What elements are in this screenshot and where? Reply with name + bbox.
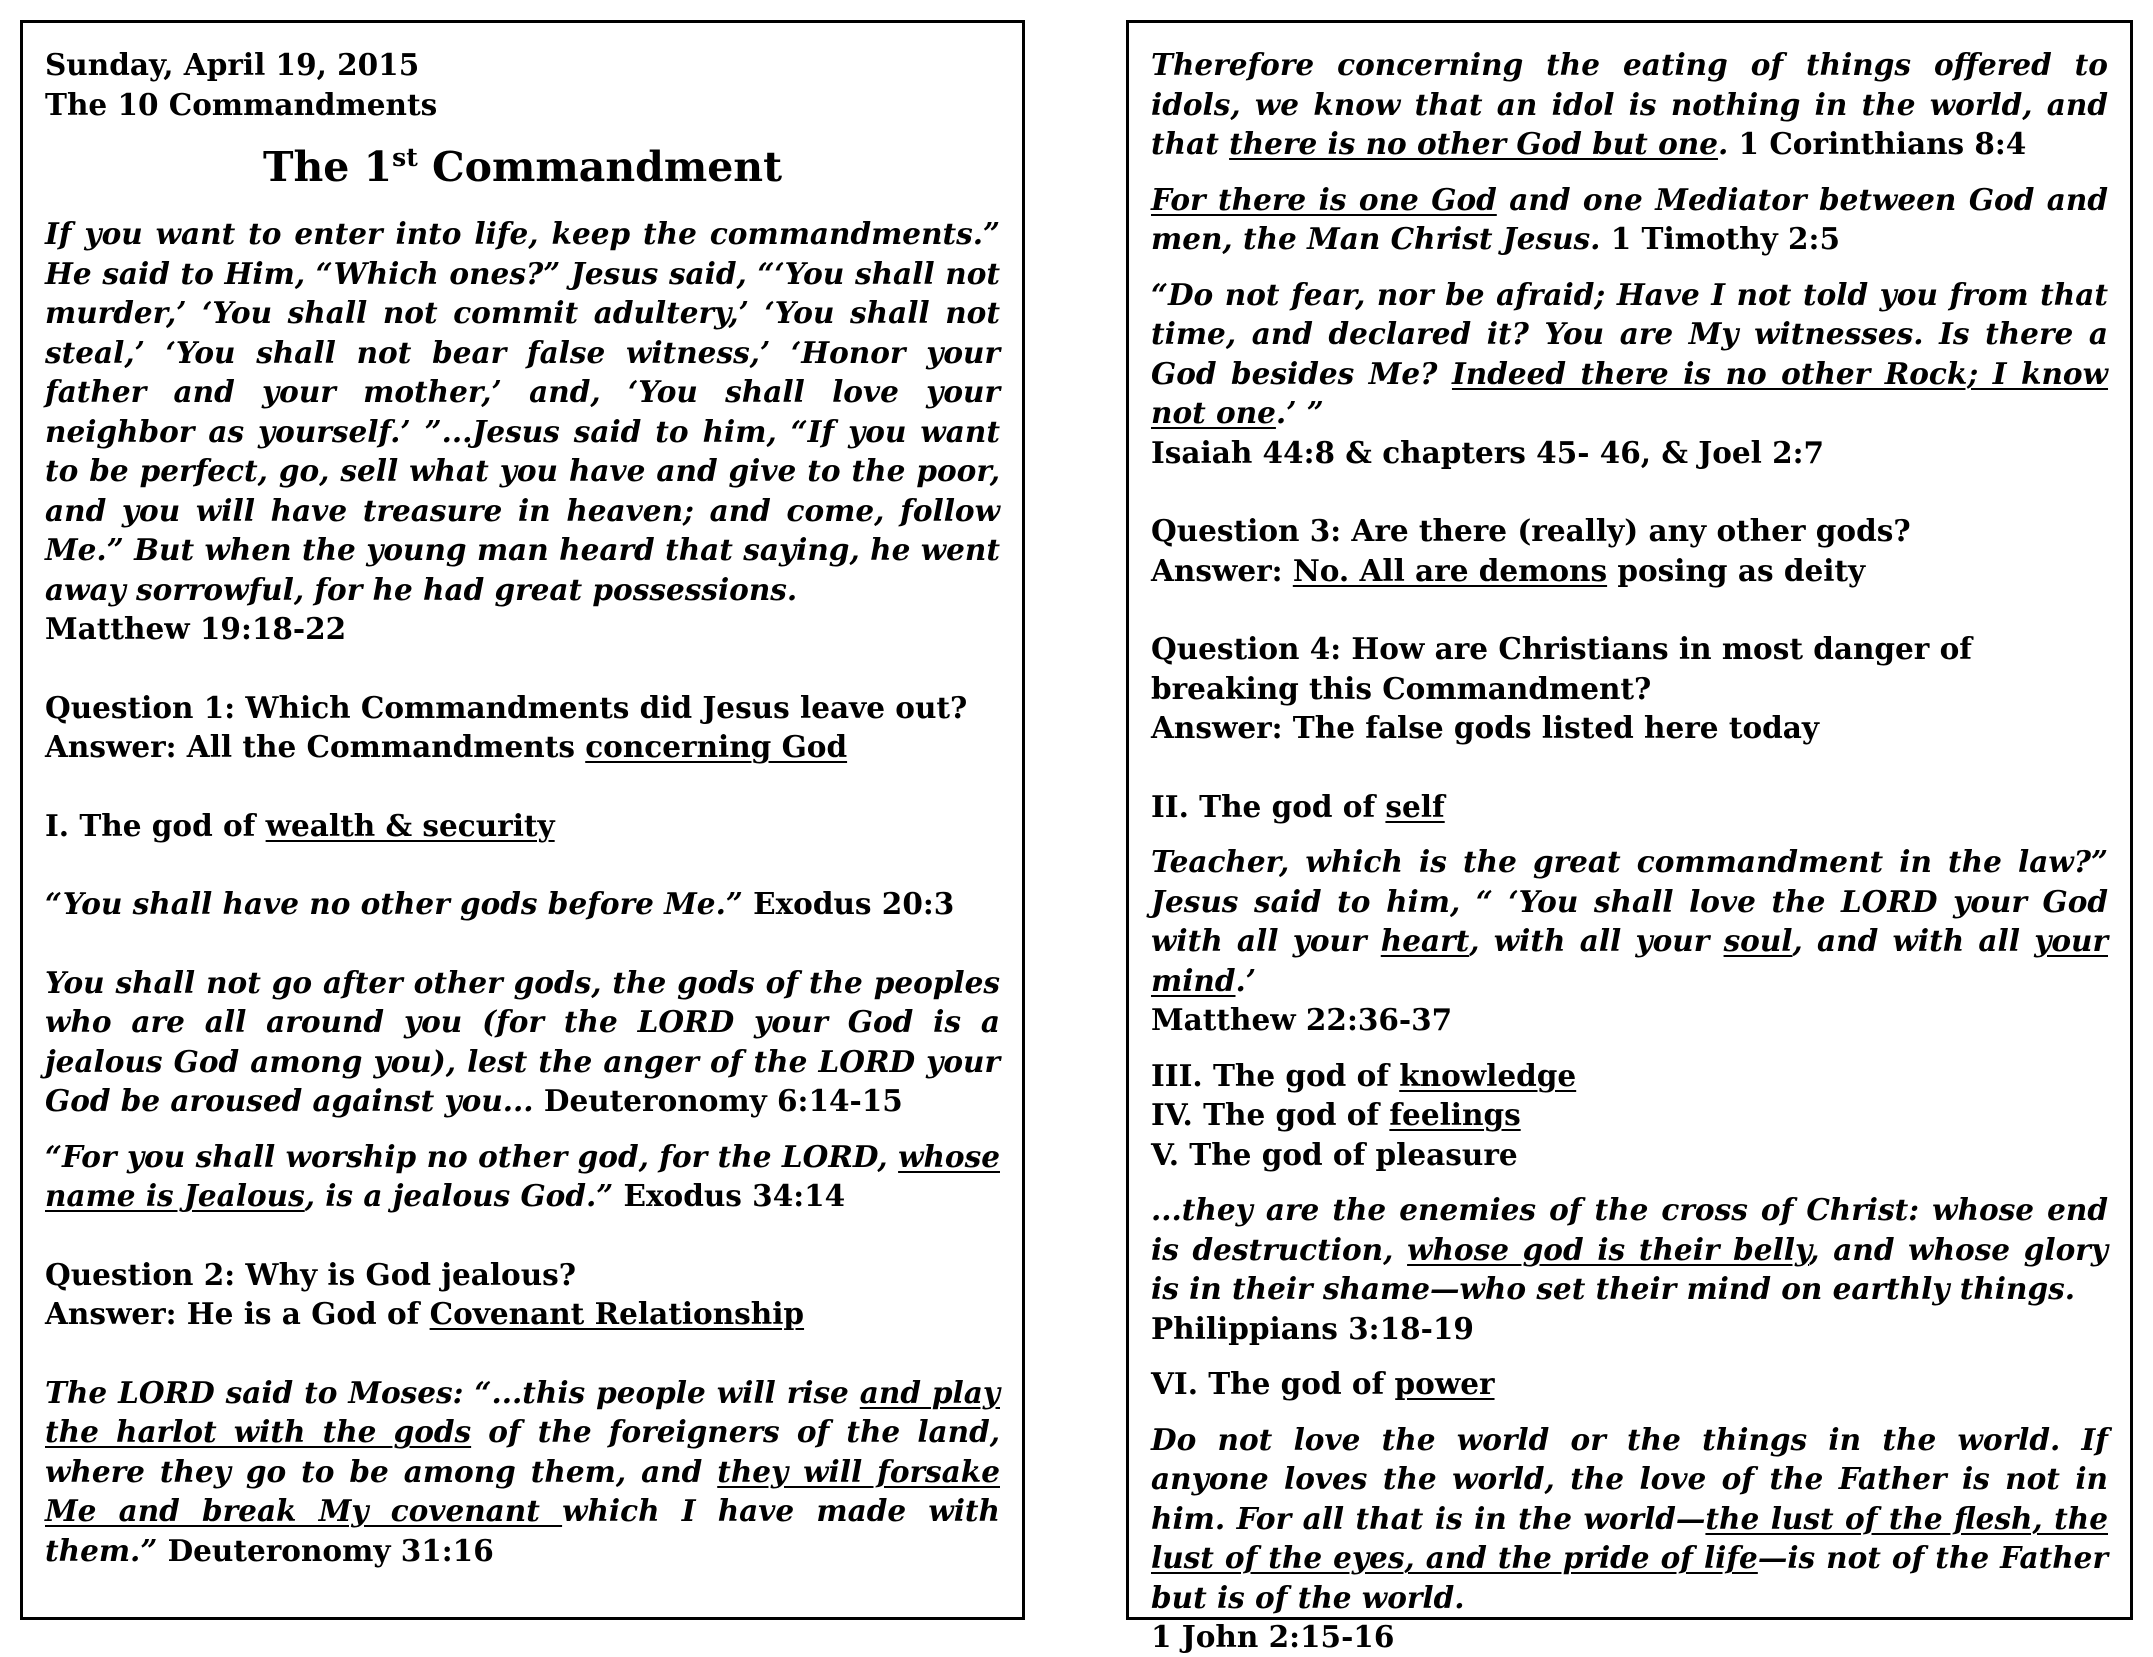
right-page — [1126, 20, 2133, 1654]
heading-god-of-self: II. The god of self — [1151, 788, 1445, 824]
verse-text: If you want to enter into life, keep the commandments.” He said to Him, “Which ones?” Jesus said, “‘You shall not murder,’ ‘You shall not commit adultery,’ ‘You shall not steal,’ ‘You shall not bear false witness,’ ‘Honor your father and your mother,’ and, ‘You shall love your neighbor as yourself.’ ”...Jesus said to him, “If you want to be perfect, go, sell what you have and give to the poor, and you will have treasure in heaven; and come, follow Me.” But when the young man heard that saying, he went away sorrowful, for he had great possessions. — [45, 216, 1000, 607]
answer-text: Answer: He is a God of Covenant Relationship — [45, 1296, 805, 1331]
scripture-exodus-34: “For you shall worship no other god, for the LORD, whose name is Jealous, is a jealous God.” Exodus 34:14 — [45, 1138, 1000, 1213]
answer-text: Answer: The false gods listed here today — [1151, 710, 1820, 745]
heading-list — [1151, 1056, 2108, 1175]
scripture-1-timothy-2: For there is one God and one Mediator between God and men, the Man Christ Jesus. 1 Timothy 2:5 — [1151, 181, 2108, 256]
question-3 — [1151, 511, 2108, 590]
answer-text: Answer: All the Commandments concerning God — [45, 729, 848, 764]
question-2 — [45, 1255, 1000, 1334]
question-text: Question 3: Are there (really) any other gods? — [1151, 513, 1911, 548]
scripture-matthew-22: Teacher, which is the great commandment in the law?” Jesus said to him, “ ‘You shall love the LORD your God with all your heart, with all your soul, and with all your mind.’ Matthew 22:36-37 — [1151, 842, 2108, 1040]
question-4 — [1151, 629, 2108, 748]
answer-text: Answer: No. All are demons posing as deity — [1151, 552, 1866, 588]
page-title: The 1st Commandment — [262, 143, 783, 191]
header — [45, 45, 1000, 124]
heading-god-of-knowledge: III. The god of knowledge — [1151, 1057, 1577, 1093]
left-page — [20, 20, 1025, 1620]
heading-god-of-pleasure: V. The god of pleasure — [1151, 1136, 1518, 1172]
series-title: The 10 Commandments — [45, 86, 438, 122]
scripture-philippians-3: ...they are the enemies of the cross of Christ: whose end is destruction, whose god is their belly, and whose glory is in their shame—who set their mind on earthly things. Philippians 3:18-19 — [1151, 1190, 2108, 1348]
question-text: Question 2: Why is God jealous? — [45, 1256, 577, 1292]
verse-ref: Philippians 3:18-19 — [1151, 1310, 1474, 1346]
scripture-1-corinthians-8: Therefore concerning the eating of things offered to idols, we know that an idol is nothing in the world, and that there is no other God but one. 1 Corinthians 8:4 — [1151, 47, 2108, 161]
verse-ref: Matthew 19:18-22 — [45, 611, 347, 646]
verse-ref: Matthew 22:36-37 — [1151, 1002, 1453, 1037]
question-text: Question 4: How are Christians in most danger of breaking this Commandment? — [1151, 631, 1972, 706]
scripture-exodus-20: “You shall have no other gods before Me.” Exodus 20:3 — [45, 886, 955, 921]
scripture-deuteronomy-6: You shall not go after other gods, the gods of the peoples who are all around you (for the LORD your God is a jealous God among you), lest the anger of the LORD your God be aroused against you... Deuteronomy 6:14-15 — [45, 964, 1000, 1118]
scripture-1-john-2: Do not love the world or the things in the world. If anyone loves the world, the love of the Father is not in him. For all that is in the world—the lust of the flesh, the lust of the eyes, and the pride of life—is not of the Father but is of the world. 1 John 2:15-16 — [1151, 1420, 2108, 1657]
scripture-matthew-19 — [45, 214, 1000, 649]
scripture-deuteronomy-31: The LORD said to Moses: “...this people will rise and play the harlot with the gods of the foreigners of the land, where they go to be among them, and they will forsake Me and break My covenant which I have made with them.” Deuteronomy 31:16 — [45, 1374, 1000, 1568]
verse-ref: 1 John 2:15-16 — [1151, 1619, 1395, 1654]
heading-god-of-power: VI. The god of power — [1151, 1366, 1495, 1401]
question-1 — [45, 688, 1000, 767]
heading-god-of-wealth: I. The god of wealth & security — [45, 807, 555, 843]
question-text: Question 1: Which Commandments did Jesus leave out? — [45, 689, 968, 725]
heading-god-of-feelings: IV. The god of feelings — [1151, 1097, 1521, 1132]
scripture-isaiah-44: “Do not fear, nor be afraid; Have I not told you from that time, and declared it? You are My witnesses. Is there a God besides Me? Indeed there is no other Rock; I know not one.’ ” Isaiah 44:8 & chapters 45- 46, & Joel 2:7 — [1151, 275, 2108, 473]
verse-ref: Isaiah 44:8 & chapters 45- 46, & Joel 2:7 — [1151, 434, 1825, 470]
date: Sunday, April 19, 2015 — [45, 47, 420, 82]
